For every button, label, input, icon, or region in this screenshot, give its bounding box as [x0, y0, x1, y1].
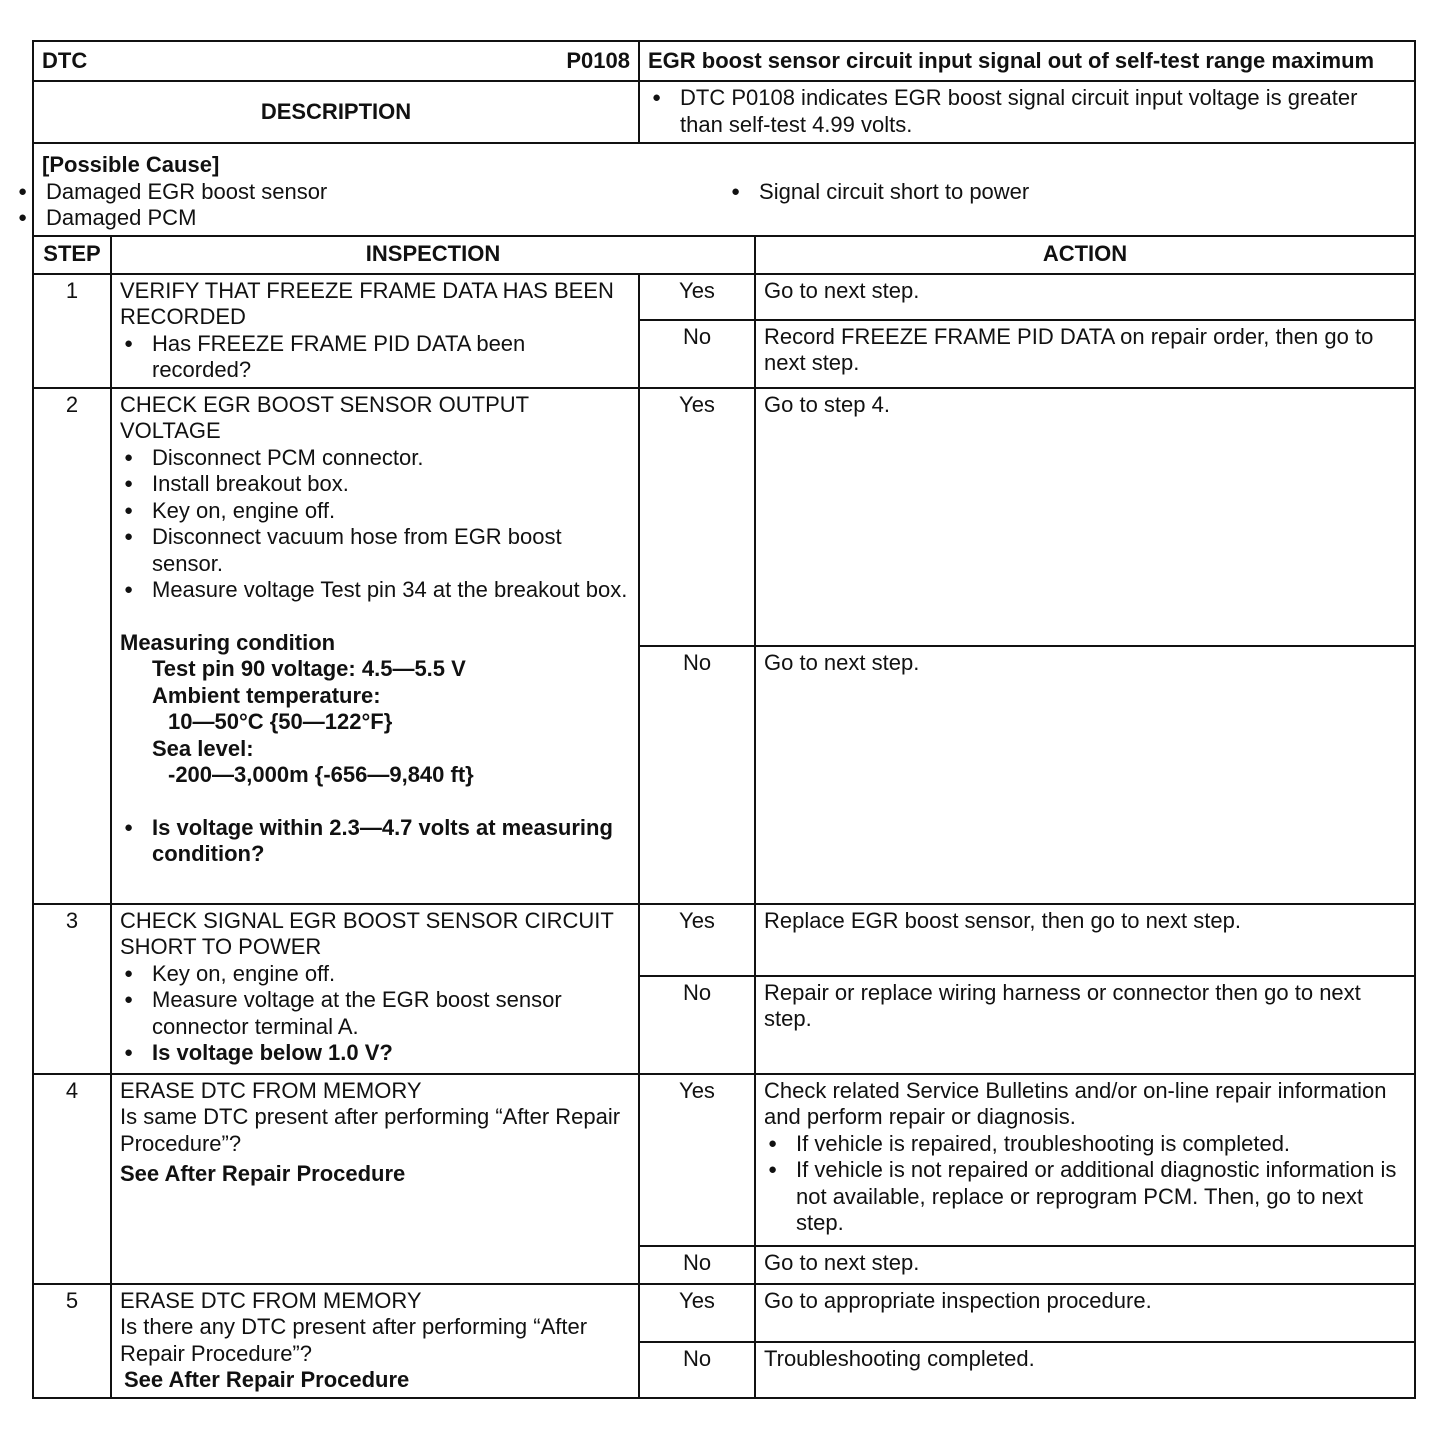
step-1-yes-row — [33, 274, 1415, 320]
description-label: DESCRIPTION — [33, 81, 639, 143]
no-label: No — [639, 1246, 755, 1284]
sea-level-label: Sea level: — [152, 735, 254, 761]
step-1-inspection — [111, 274, 639, 388]
yes-label: Yes — [639, 904, 755, 976]
ambient-value: 10—50°C {50—122°F} — [168, 709, 393, 734]
step-title: VERIFY THAT FREEZE FRAME DATA HAS BEEN RECORDED — [120, 277, 614, 329]
no-label: No — [639, 320, 755, 388]
dtc-code: P0108 — [566, 47, 630, 73]
description-cell — [639, 81, 1415, 143]
step-title: CHECK EGR BOOST SENSOR OUTPUT VOLTAGE — [120, 391, 529, 443]
inspection-bullet: ● Measure voltage Test pin 34 at the breakout box. — [120, 577, 630, 604]
yes-action: Go to step 4. — [755, 388, 1415, 646]
step-title: CHECK SIGNAL EGR BOOST SENSOR CIRCUIT SHORT TO POWER — [120, 907, 614, 959]
step-5-inspection — [111, 1284, 639, 1398]
possible-cause-cell — [33, 143, 1415, 236]
step-4-yes-row — [33, 1074, 1415, 1246]
sea-level-value: -200—3,000m {-656—9,840 ft} — [168, 762, 474, 787]
inspection-text: Is same DTC present after performing “After Repair Procedure”? — [120, 1104, 621, 1156]
step-number: 1 — [33, 274, 111, 388]
inspection-bullet: ● Measure voltage at the EGR boost sensor connector terminal A. — [120, 987, 630, 1040]
step-3-inspection — [111, 904, 639, 1074]
no-label: No — [639, 646, 755, 904]
yes-action: Go to appropriate inspection procedure. — [755, 1284, 1415, 1342]
inspection-question: ● Is voltage within 2.3—4.7 volts at measuring condition? — [120, 815, 630, 868]
dtc-table — [32, 40, 1416, 1399]
yes-action: Replace EGR boost sensor, then go to next step. — [755, 904, 1415, 976]
test-pin-spec: Test pin 90 voltage: 4.5—5.5 V — [152, 656, 466, 681]
cause-item: ● Damaged EGR boost sensor — [14, 179, 693, 206]
ambient-label: Ambient temperature: — [152, 682, 381, 708]
no-action: Go to next step. — [755, 646, 1415, 904]
cause-item: ● Damaged PCM — [14, 205, 693, 232]
see-reference: See After Repair Procedure — [124, 1367, 410, 1392]
col-action: ACTION — [755, 236, 1415, 274]
cause-item: ● Signal circuit short to power — [727, 179, 1406, 206]
possible-cause-label: [Possible Cause] — [42, 152, 220, 177]
column-header-row — [33, 236, 1415, 274]
dtc-title: EGR boost sensor circuit input signal out of self-test range maximum — [639, 41, 1415, 81]
measuring-condition-label: Measuring condition — [120, 629, 336, 655]
step-number: 3 — [33, 904, 111, 1074]
yes-action: Check related Service Bulletins and/or on-line repair information and perform repair or diagnosis. — [764, 1077, 1387, 1129]
step-2-yes-row — [33, 388, 1415, 646]
dtc-cell — [33, 41, 639, 81]
step-4-inspection — [111, 1074, 639, 1284]
action-bullet: ● If vehicle is not repaired or additional diagnostic information is not available, replace or reprogram PCM. Then, go to next step. — [764, 1157, 1406, 1237]
inspection-bullet: ● Has FREEZE FRAME PID DATA been recorded? — [120, 331, 630, 384]
step-number: 2 — [33, 388, 111, 904]
dtc-document — [32, 40, 1414, 1399]
step-3-yes-row — [33, 904, 1415, 976]
no-action: Troubleshooting completed. — [755, 1342, 1415, 1398]
action-bullet: ● If vehicle is repaired, troubleshooting is completed. — [764, 1131, 1406, 1158]
inspection-text: Is there any DTC present after performing “After Repair Procedure”? — [120, 1314, 588, 1366]
no-action: Record FREEZE FRAME PID DATA on repair order, then go to next step. — [755, 320, 1415, 388]
col-step: STEP — [33, 236, 111, 274]
yes-action: Go to next step. — [755, 274, 1415, 320]
dtc-label: DTC — [42, 47, 88, 73]
step-5-yes-row — [33, 1284, 1415, 1342]
step-2-inspection — [111, 388, 639, 904]
inspection-bullet: ● Disconnect PCM connector. — [120, 445, 630, 472]
header-row — [33, 41, 1415, 81]
description-row — [33, 81, 1415, 143]
see-reference: See After Repair Procedure — [120, 1161, 406, 1186]
possible-cause-row — [33, 143, 1415, 236]
step-number: 4 — [33, 1074, 111, 1284]
step-title: ERASE DTC FROM MEMORY — [120, 1287, 422, 1313]
step-number: 5 — [33, 1284, 111, 1398]
no-action: Repair or replace wiring harness or connector then go to next step. — [755, 976, 1415, 1074]
step-title: ERASE DTC FROM MEMORY — [120, 1077, 422, 1103]
yes-label: Yes — [639, 274, 755, 320]
yes-label: Yes — [639, 388, 755, 646]
yes-action-cell — [755, 1074, 1415, 1246]
no-label: No — [639, 1342, 755, 1398]
inspection-bullet: ● Install breakout box. — [120, 471, 630, 498]
col-inspection: INSPECTION — [111, 236, 755, 274]
inspection-question: ● Is voltage below 1.0 V? — [120, 1040, 630, 1067]
no-label: No — [639, 976, 755, 1074]
yes-label: Yes — [639, 1074, 755, 1246]
description-text: ● DTC P0108 indicates EGR boost signal circuit input voltage is greater than self-test 4.99 volts. — [648, 85, 1406, 138]
inspection-bullet: ● Key on, engine off. — [120, 498, 630, 525]
no-action: Go to next step. — [755, 1246, 1415, 1284]
inspection-bullet: ● Disconnect vacuum hose from EGR boost sensor. — [120, 524, 630, 577]
yes-label: Yes — [639, 1284, 755, 1342]
inspection-bullet: ● Key on, engine off. — [120, 961, 630, 988]
